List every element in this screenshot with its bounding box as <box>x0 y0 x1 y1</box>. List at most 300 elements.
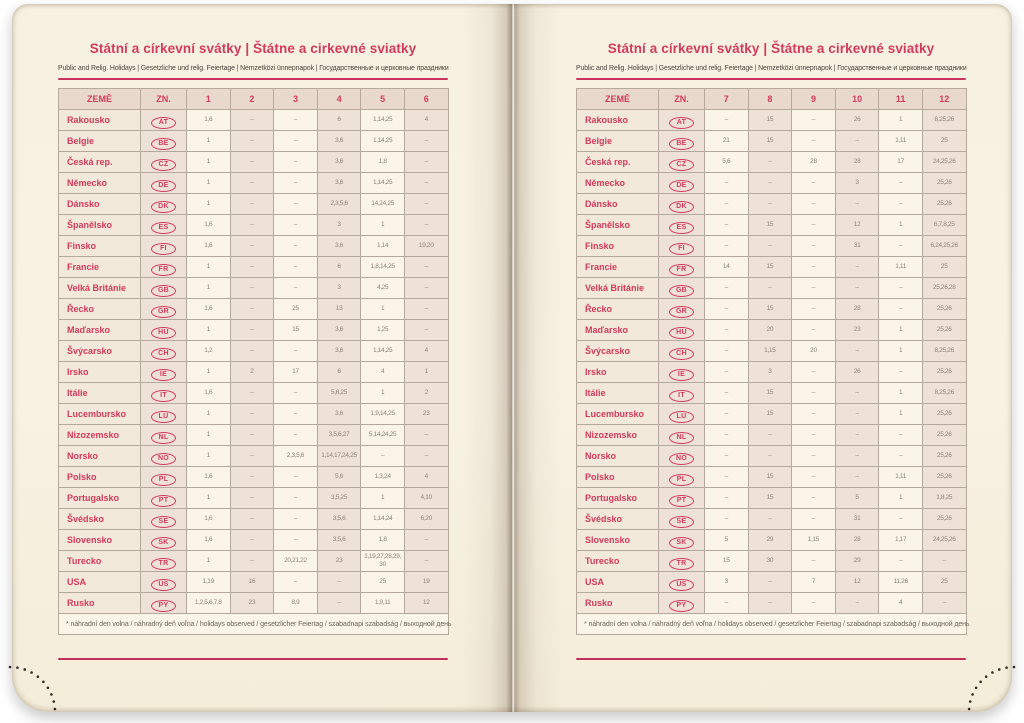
month-cell: 1 <box>361 215 405 236</box>
country-name: Švédsko <box>577 509 659 530</box>
month-cell: 1 <box>879 404 923 425</box>
month-cell: – <box>230 152 274 173</box>
month-cell: 31 <box>835 236 879 257</box>
table-row <box>59 362 449 383</box>
month-cell: 3, 6 <box>317 404 361 425</box>
country-code-badge: LU <box>669 411 694 423</box>
month-cell: – <box>230 299 274 320</box>
table-row <box>59 110 449 131</box>
month-cell: – <box>705 278 749 299</box>
month-cell: – <box>792 425 836 446</box>
country-code-badge: IT <box>669 390 694 402</box>
country-code-badge: ES <box>669 222 694 234</box>
month-cell: 25, 26 <box>922 425 966 446</box>
month-cell: – <box>835 446 879 467</box>
month-cell: 5, 6 <box>317 467 361 488</box>
month-cell: – <box>274 509 318 530</box>
month-cell: 6 <box>317 362 361 383</box>
country-code-badge: DK <box>151 201 176 213</box>
month-cell: – <box>705 425 749 446</box>
month-cell: 3, 6 <box>317 341 361 362</box>
month-cell: 8, 25, 26 <box>922 383 966 404</box>
month-cell: 1 <box>404 362 448 383</box>
table-row <box>577 572 967 593</box>
country-code-badge: FI <box>669 243 694 255</box>
month-cell: 5 <box>835 488 879 509</box>
country-name: Velká Británie <box>59 278 141 299</box>
country-name: Itálie <box>59 383 141 404</box>
country-code-cell <box>659 173 705 194</box>
month-cell: 1, 15 <box>748 341 792 362</box>
month-cell: – <box>230 215 274 236</box>
month-cell: – <box>792 509 836 530</box>
country-code-cell <box>659 278 705 299</box>
country-code-badge: GR <box>669 306 694 318</box>
month-cell: 15 <box>748 467 792 488</box>
month-cell: – <box>792 257 836 278</box>
month-cell: 1 <box>187 488 231 509</box>
bottom-rule <box>58 658 448 660</box>
month-cell: – <box>792 593 836 614</box>
month-cell: 1 <box>187 404 231 425</box>
month-cell: 1, 6 <box>187 467 231 488</box>
table-row <box>577 131 967 152</box>
table-row <box>59 404 449 425</box>
month-cell: – <box>835 593 879 614</box>
table-row <box>59 446 449 467</box>
month-cell: – <box>705 341 749 362</box>
month-cell: 3, 5, 6, 27 <box>317 425 361 446</box>
country-name: Česká rep. <box>59 152 141 173</box>
month-cell: – <box>879 194 923 215</box>
month-cell: 3, 6 <box>317 236 361 257</box>
country-code-badge: CZ <box>669 159 694 171</box>
table-row <box>59 551 449 572</box>
month-cell: – <box>274 215 318 236</box>
month-cell: – <box>792 131 836 152</box>
country-code-cell <box>141 131 187 152</box>
month-cell: – <box>317 572 361 593</box>
month-cell: 25, 26 <box>922 404 966 425</box>
country-name: Norsko <box>577 446 659 467</box>
page-subtitle: Public and Relig. Holidays | Gesetzliche und relig. Feiertage | Nemzetközi ünnepnapok | Государственные и церковные праздники <box>576 65 967 72</box>
month-cell: 4 <box>404 110 448 131</box>
table-row <box>577 173 967 194</box>
country-code-cell <box>659 320 705 341</box>
month-cell: – <box>748 572 792 593</box>
country-code-badge: NO <box>151 453 176 465</box>
month-cell: – <box>879 173 923 194</box>
country-name: Finsko <box>59 236 141 257</box>
country-code-badge: CZ <box>151 159 176 171</box>
country-code-badge: IE <box>669 369 694 381</box>
month-cell: – <box>879 425 923 446</box>
month-cell: – <box>792 173 836 194</box>
table-row <box>577 194 967 215</box>
month-cell: – <box>835 131 879 152</box>
month-cell: – <box>230 194 274 215</box>
country-name: Belgie <box>577 131 659 152</box>
month-cell: – <box>835 257 879 278</box>
month-cell: 1, 2, 5, 6, 7, 8 <box>187 593 231 614</box>
country-name: Francie <box>59 257 141 278</box>
month-cell: 1 <box>361 488 405 509</box>
country-code-cell <box>659 341 705 362</box>
country-code-cell <box>141 236 187 257</box>
month-cell: 15 <box>748 404 792 425</box>
table-row <box>59 509 449 530</box>
month-cell: 1 <box>187 257 231 278</box>
month-cell: 14 <box>705 257 749 278</box>
month-cell: 1, 11 <box>879 131 923 152</box>
country-name: Česká rep. <box>577 152 659 173</box>
country-code-badge: NO <box>669 453 694 465</box>
month-cell: 25 <box>922 257 966 278</box>
month-cell: – <box>748 446 792 467</box>
month-cell: – <box>230 425 274 446</box>
footnote-row <box>59 614 449 635</box>
country-name: Turecko <box>59 551 141 572</box>
country-code-cell <box>659 215 705 236</box>
month-cell: 1 <box>879 215 923 236</box>
table-row <box>577 236 967 257</box>
month-cell: 3, 6 <box>317 320 361 341</box>
table-row <box>577 299 967 320</box>
month-cell: – <box>317 593 361 614</box>
month-cell: 15 <box>748 110 792 131</box>
month-cell: – <box>748 152 792 173</box>
country-name: Německo <box>59 173 141 194</box>
country-code-cell <box>141 488 187 509</box>
month-cell: – <box>748 278 792 299</box>
month-cell: 1 <box>187 278 231 299</box>
table-row <box>59 131 449 152</box>
country-code-cell <box>659 404 705 425</box>
month-cell: – <box>879 446 923 467</box>
month-cell: – <box>792 467 836 488</box>
month-cell: – <box>922 593 966 614</box>
month-cell: 16 <box>230 572 274 593</box>
country-name: Polsko <box>577 467 659 488</box>
month-cell: – <box>274 194 318 215</box>
table-row <box>577 215 967 236</box>
country-code-badge: FI <box>151 243 176 255</box>
country-code-cell <box>141 320 187 341</box>
country-code-badge: BE <box>151 138 176 150</box>
month-cell: 5, 6 <box>705 152 749 173</box>
month-cell: – <box>230 551 274 572</box>
month-cell: – <box>274 257 318 278</box>
month-cell: 23 <box>835 320 879 341</box>
table-row <box>59 530 449 551</box>
footnote: * náhradní den volna / náhradný deň voľna / holidays observed / gesetzlicher Feiertag / szabadnapi szabadság / выходной день <box>59 614 449 635</box>
month-cell: 15 <box>274 320 318 341</box>
month-cell: 1, 14, 25 <box>361 131 405 152</box>
country-name: Irsko <box>59 362 141 383</box>
country-code-badge: PL <box>669 474 694 486</box>
month-cell: 1, 6 <box>187 299 231 320</box>
country-name: Slovensko <box>577 530 659 551</box>
country-code-badge: PY <box>151 600 176 612</box>
month-cell: – <box>230 236 274 257</box>
month-cell: 3 <box>705 572 749 593</box>
month-cell: – <box>404 530 448 551</box>
country-code-cell <box>141 362 187 383</box>
country-code-badge: PT <box>669 495 694 507</box>
month-cell: 20, 21, 22 <box>274 551 318 572</box>
month-cell: 1, 6 <box>187 509 231 530</box>
country-name: Švédsko <box>59 509 141 530</box>
country-code-cell <box>659 257 705 278</box>
column-header: ZN. <box>659 89 705 110</box>
country-name: Rakousko <box>59 110 141 131</box>
month-cell: 1 <box>879 488 923 509</box>
month-cell: 24, 25, 26 <box>922 152 966 173</box>
month-cell: – <box>274 152 318 173</box>
month-cell: – <box>879 551 923 572</box>
month-cell: – <box>230 404 274 425</box>
country-name: Lucembursko <box>577 404 659 425</box>
country-code-badge: US <box>669 579 694 591</box>
month-cell: 4 <box>361 362 405 383</box>
country-name: Lucembursko <box>59 404 141 425</box>
table-row <box>59 488 449 509</box>
month-cell: 1 <box>879 383 923 404</box>
country-code-cell <box>659 425 705 446</box>
month-cell: – <box>879 236 923 257</box>
month-cell: 1 <box>879 320 923 341</box>
month-cell: – <box>274 131 318 152</box>
month-cell: – <box>230 257 274 278</box>
country-code-cell <box>659 488 705 509</box>
country-code-badge: AT <box>151 117 176 129</box>
column-header: 1 <box>187 89 231 110</box>
month-cell: 25, 26 <box>922 320 966 341</box>
table-row <box>577 530 967 551</box>
month-cell: – <box>274 572 318 593</box>
month-cell: – <box>705 467 749 488</box>
country-code-cell <box>141 593 187 614</box>
month-cell: 7 <box>792 572 836 593</box>
month-cell: 5 <box>705 530 749 551</box>
month-cell: – <box>835 278 879 299</box>
table-row <box>59 194 449 215</box>
right-page <box>576 40 970 635</box>
table-row <box>577 278 967 299</box>
month-cell: 12 <box>404 593 448 614</box>
month-cell: 28 <box>835 152 879 173</box>
country-name: Velká Británie <box>577 278 659 299</box>
country-code-badge: TR <box>669 558 694 570</box>
country-code-cell <box>659 446 705 467</box>
month-cell: 23 <box>230 593 274 614</box>
column-header: 12 <box>922 89 966 110</box>
month-cell: 26 <box>835 362 879 383</box>
country-code-cell <box>141 341 187 362</box>
month-cell: 3 <box>317 215 361 236</box>
country-name: Nizozemsko <box>59 425 141 446</box>
month-cell: – <box>705 215 749 236</box>
country-code-badge: BE <box>669 138 694 150</box>
month-cell: 1, 8, 25 <box>922 488 966 509</box>
month-cell: 3 <box>317 278 361 299</box>
country-code-cell <box>659 299 705 320</box>
month-cell: 2 <box>404 383 448 404</box>
country-code-badge: AT <box>669 117 694 129</box>
country-name: USA <box>59 572 141 593</box>
month-cell: 1 <box>187 425 231 446</box>
month-cell: – <box>748 194 792 215</box>
month-cell: 17 <box>274 362 318 383</box>
table-row <box>577 593 967 614</box>
month-cell: – <box>705 488 749 509</box>
month-cell: – <box>705 404 749 425</box>
month-cell: 4 <box>879 593 923 614</box>
bottom-rule <box>576 658 966 660</box>
country-code-cell <box>141 572 187 593</box>
month-cell: 20 <box>792 341 836 362</box>
month-cell: – <box>879 299 923 320</box>
month-cell: 1, 8, 14, 25 <box>361 257 405 278</box>
country-code-badge: HU <box>151 327 176 339</box>
country-code-cell <box>659 593 705 614</box>
month-cell: – <box>748 509 792 530</box>
month-cell: – <box>404 446 448 467</box>
month-cell: 3, 6 <box>317 152 361 173</box>
table-row <box>59 425 449 446</box>
table-row <box>577 509 967 530</box>
month-cell: 25 <box>922 572 966 593</box>
country-code-badge: TR <box>151 558 176 570</box>
month-cell: 1 <box>187 446 231 467</box>
month-cell: 6, 7, 8, 25 <box>922 215 966 236</box>
month-cell: 30 <box>748 551 792 572</box>
month-cell: 1, 6 <box>187 110 231 131</box>
country-code-cell <box>659 110 705 131</box>
month-cell: 8, 25, 26 <box>922 341 966 362</box>
month-cell: – <box>879 509 923 530</box>
country-code-badge: DE <box>151 180 176 192</box>
country-name: Maďarsko <box>59 320 141 341</box>
subtitle-rule <box>58 78 448 80</box>
month-cell: 6 <box>317 257 361 278</box>
month-cell: – <box>230 131 274 152</box>
column-header: 7 <box>705 89 749 110</box>
holidays-table-jan-jun <box>58 88 452 635</box>
page-header <box>58 40 448 80</box>
month-cell: 28 <box>835 530 879 551</box>
month-cell: 1, 14, 24 <box>361 509 405 530</box>
table-row <box>59 593 449 614</box>
table-row <box>59 320 449 341</box>
country-name: Dánsko <box>577 194 659 215</box>
month-cell: – <box>404 320 448 341</box>
month-cell: 15 <box>748 299 792 320</box>
country-code-cell <box>659 362 705 383</box>
column-header: ZN. <box>141 89 187 110</box>
month-cell: 1, 6 <box>187 236 231 257</box>
month-cell: 1, 6 <box>187 383 231 404</box>
month-cell: 25, 26 <box>922 194 966 215</box>
column-header: 8 <box>748 89 792 110</box>
country-code-cell <box>141 446 187 467</box>
month-cell: 3 <box>748 362 792 383</box>
month-cell: – <box>404 425 448 446</box>
country-name: Německo <box>577 173 659 194</box>
country-code-badge: LU <box>151 411 176 423</box>
header-row <box>59 89 449 110</box>
country-code-cell <box>659 467 705 488</box>
month-cell: 1, 6 <box>187 215 231 236</box>
month-cell: – <box>230 320 274 341</box>
month-cell: – <box>230 383 274 404</box>
month-cell: 4 <box>404 467 448 488</box>
month-cell: 3, 6 <box>317 173 361 194</box>
month-cell: 29 <box>748 530 792 551</box>
month-cell: 20 <box>748 320 792 341</box>
month-cell: 1 <box>187 173 231 194</box>
country-code-cell <box>141 404 187 425</box>
country-code-cell <box>141 215 187 236</box>
month-cell: – <box>748 173 792 194</box>
month-cell: 25, 26 <box>922 362 966 383</box>
month-cell: – <box>274 488 318 509</box>
month-cell: – <box>404 215 448 236</box>
table-row <box>577 383 967 404</box>
table-body <box>577 110 967 614</box>
month-cell: 1, 25 <box>361 320 405 341</box>
table-row <box>59 215 449 236</box>
month-cell: – <box>274 530 318 551</box>
month-cell: 1 <box>187 362 231 383</box>
country-name: Řecko <box>59 299 141 320</box>
month-cell: 12 <box>835 215 879 236</box>
country-name: Řecko <box>577 299 659 320</box>
country-code-cell <box>659 551 705 572</box>
month-cell: – <box>705 320 749 341</box>
country-name: Rusko <box>577 593 659 614</box>
month-cell: – <box>705 593 749 614</box>
page-title: Státní a církevní svátky | Štátne a cirkevné sviatky <box>89 41 417 56</box>
month-cell: – <box>230 467 274 488</box>
table-row <box>577 488 967 509</box>
month-cell: – <box>835 425 879 446</box>
month-cell: 4 <box>404 341 448 362</box>
country-name: Portugalsko <box>59 488 141 509</box>
country-code-cell <box>141 425 187 446</box>
country-code-cell <box>141 278 187 299</box>
country-code-cell <box>141 257 187 278</box>
table-row <box>59 383 449 404</box>
country-name: Španělsko <box>59 215 141 236</box>
month-cell: – <box>792 488 836 509</box>
month-cell: – <box>835 404 879 425</box>
month-cell: – <box>835 467 879 488</box>
month-cell: – <box>404 152 448 173</box>
month-cell: 15 <box>705 551 749 572</box>
month-cell: – <box>705 509 749 530</box>
month-cell: – <box>361 446 405 467</box>
month-cell: 1, 9, 11 <box>361 593 405 614</box>
month-cell: 19, 20 <box>404 236 448 257</box>
month-cell: 25 <box>922 131 966 152</box>
country-name: Nizozemsko <box>577 425 659 446</box>
country-code-badge: GR <box>151 306 176 318</box>
column-header: 4 <box>317 89 361 110</box>
month-cell: – <box>705 299 749 320</box>
table-body <box>59 110 449 614</box>
country-name: Rusko <box>59 593 141 614</box>
